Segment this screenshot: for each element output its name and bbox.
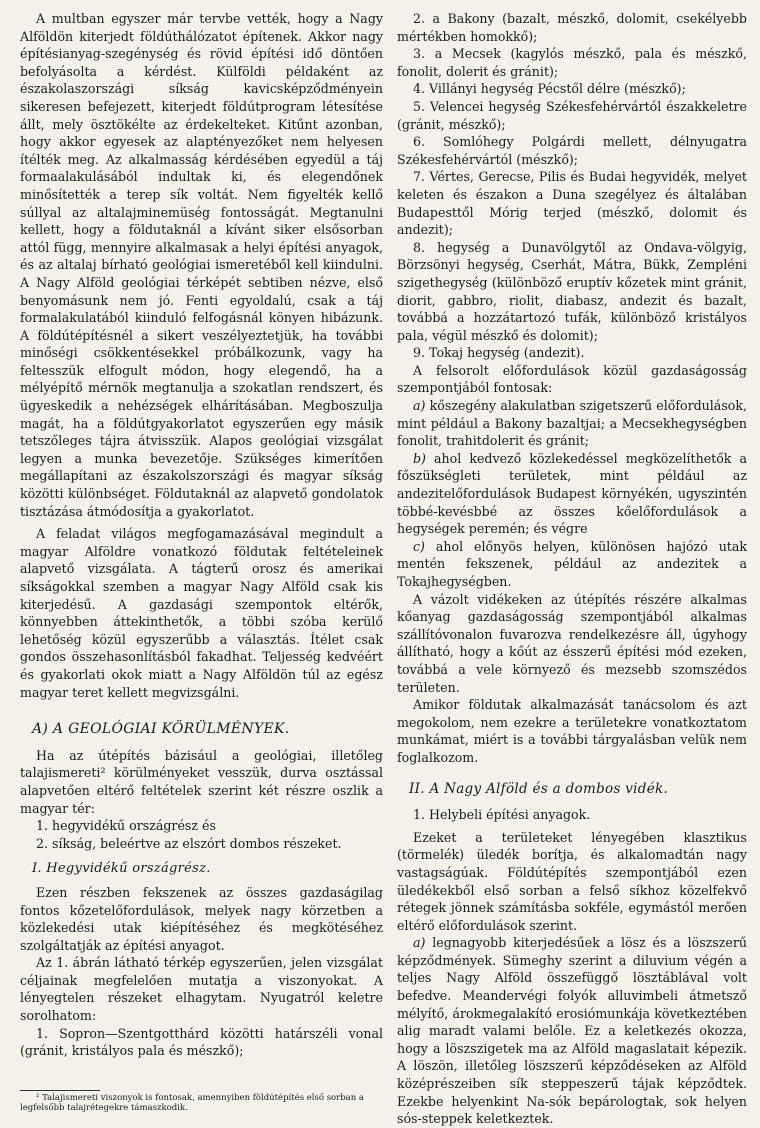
list-item-vertes: 7. Vértes, Gerecse, Pilis és Budai hegyvidék, melyet keleten és északon a Duna szegélyez és általában Budapesttől Mórig terjed (mészkő, dolomit és andezit); [397,169,747,238]
point-b [397,450,747,538]
paragraph-important: A felsorolt előfordulások közül gazdaságosság szempontjából fontosak: [397,362,747,396]
point-a-text: kőszegény alakulatban szigetszerű előfordulások, mint például a Bakony bazaltjai; a Mecsekhegységben fonolit, trahitdolerit és gránit; [397,398,747,449]
point-b-label: b) [413,450,426,466]
paragraph-map: Az 1. ábrán látható térkép egyszerűen, jelen vizsgálat céljainak megfelelően mutatja a viszonyokat. A lényegtelen részeket elhagytam. Nyugatról keletre sorolhatom: [20,955,383,1024]
paragraph-intro: A multban egyszer már tervbe vették, hogy a Nagy Alföldön kiterjedt földúthálózatot építenek. Akkor nagy építésianyag-szegénység és rövid építési idő döntően befolyásolta a kérdést. Külföldi példaként az északolaszországi síkság kavicsképződményein sikeresen befejezett, kiterjedt földútprogram létesítése állt, mely ösztökélte az érdekelteket. Kitűnt azonban, hogy akkor egyesek az alaptényezőket nem helyesen ítélték meg. Az alkalmasság kérdésében egyedül a táj formaalakulásából indultak ki, és elegendőnek minősítették a terep sík voltát. Nem figyelték kellő súllyal az altalajminemüség fontosságát. Megtanulni kellett, hogy a földutaknál a kívánt siker elsősorban attól függ, mennyire alkalmasak a helyi építési anyagok, és az altalaj bírható geológiai ismeretéből kell kiindulni. A Nagy Alföld geológiai térképét sebtiben nézve, első benyomásunk nem jó. Fenti egyoldalú, csak a táj formalakulatából kiinduló felfogásnál könyen hibázunk. A földútépítésnél a sikert veszélyeztetjük, ha további minőségi csökkentésekkel próbálkozunk, vagy ha feltesszük elfogult módon, hogy elegendő, ha a mélyépítő mérnök megtanulja a szokatlan rendszert, és ügyeskedik a nehézségek elhárításában. Megboszulja magát, ha a földútgyakorlatot egyszerűen egy másik tetszőleges tájra átvisszük. Alapos geológiai vizsgálat legyen a munka bevezetője. Szükséges kimerítően megállapítani az északolszországi és magyar síkság közötti különbséget. Földutaknál az alapvető gondolatok tisztázása átmódosítja a gyakorlatot. [20,11,383,519]
list-item-mountainous: 1. hegyvidékű országrész és [36,818,216,834]
list-item-velence: 5. Velencei hegység Székesfehérvártól északkeletre (gránit, mészkő); [397,98,747,132]
list-item-duna-ondava: 8. hegység a Dunavölgytől az Ondava-völgyig, Börzsönyi hegység, Cserhát, Mátra, Bükk, Zempléni szigethegység (különböző eruptív kőzetek mint gránit, diorit, gabbro, riolit, diabasz, andezit és bazalt, továbbá a hozzátartozó tufák, különböző kristályos pala, végül mészkő és dolomit); [397,239,747,343]
list-item-mecsek: 3. a Mecsek (kagylós mészkő, pala és mészkő, fonolit, dolerit és gránit); [397,46,747,79]
point-a [397,397,747,450]
paragraph-basis: Ha az útépítés bázisául a geológiai, illetőleg talajismereti² körülményeket vesszük, durva osztással alapvetően eltérő feltételek szerint két részre oszlik a magyar tér: [20,747,383,816]
paragraph-advice: Amikor földutak alkalmazását tanácsolom és azt megokolom, nem ezekre a területekre vonatkoztatom munkámat, miért is a további tárgyalásban velük nem foglalkozom. [397,697,747,765]
footnote-divider [20,1090,100,1091]
left-column [20,10,383,1060]
point-loess-text: legnagyobb kiterjedésűek a lösz és a löszszerű képződmények. Sümeghy szerint a diluvium végén a teljes Nagy Alföld összefüggő lösztáblával volt befedve. Meandervégi folyók alluvimbeli átmetsző mélyítő, árokmegalakító erosiómunkája következtében alig maradt valami belőle. Ez a keletkezés okozza, hogy a löszszigetek ma az Alföld magaslatait képezik. A löszön, illetőleg löszszerű képződéseken az Alföld középrészeiben sík steppeszerű tájak képződtek. Ezekbe helyenkint Na-sók bepárologtak, sok helyen sós-steppek keletkeztek. [397,935,747,1127]
point-a-label: a) [413,398,426,414]
list-item-somlo: 6. Somlóhegy Polgárdi mellett, délnyugatra Székesfehérvártól (mészkő); [397,134,747,167]
paragraph-regions: A vázolt vidékeken az útépítés részére alkalmas kőanyag gazdaságosság szempontjából alkalmas szállítóvonalon fuvarozva rendelkezésre áll, úgyhogy állítható, hogy a kőút az ésszerű építési mód ezeken, továbbá a vele környező és mezsebb szomszédos területen. [397,591,747,695]
point-c-label: c) [413,538,425,554]
paragraph-rocks: Ezen részben fekszenek az összes gazdaságilag fontos kőzetelőfordulások, melyek nagy körzetben a közlekedési utak kiépítéséhez és megkötéséhez szolgáltatják az építési anyagot. [20,884,383,953]
point-b-text: ahol kedvező közlekedéssel megközelíthetők a főszükségleti területek, mint például az andezitelőfordulások Budapest környékén, ugyszintén többé-kevésbbé az összes kőelőfordulások a hegységek peremén; és végre [397,450,747,537]
paragraph-task: A feladat világos megfogamazásával megindult a magyar Alföldre vonatkozó földutak feltételeinek alapvető vizsgálata. A tágterű orosz és amerikai síkságokkal szemben a magyar Nagy Alföld csak kis kiterjedésű. A gazdasági szempontok eltérők, könnyebben áttekinthetők, a többi szóba kerülő lehetőség közül egyszerűbb a választás. Ítélet csak gondos összehasonlításból fakadhat. Teljesség kedvéért és gyakorlati okok miatt a Nagy Alföldön túl az egész magyar teret kellett megvizsgálni. [20,526,383,700]
footnote: ² Talajismereti viszonyok is fontosak, amennyiben földútépítés első sorban a legfelsőbb talajrétegekre támaszkodik. [20,1093,364,1113]
section-heading-geological: A) A GEOLÓGIAI KÖRÜLMÉNYEK. [32,721,290,738]
point-loess-label: a) [413,935,426,951]
list-item-plain: 2. síkság, beleértve az elszórt dombos részeket. [36,835,342,851]
list-item-tokaj: 9. Tokaj hegység (andezit). [413,345,585,361]
subheading-mountainous: I. Hegyvidékű országrész. [32,861,211,877]
paragraph-sediment: Ezeket a területeket lényegében klasztikus (törmelék) üledék borítja, és alkalomadtán nagy vastagságúak. Földútépítés szempontjából ezen üledékekből első sorban a felső síkhoz közelfekvő rétegek jönnek számításba sokféle, egymástól merően eltérő előfordulások szerint. [397,829,747,933]
point-c-text: ahol előnyös helyen, különösen hajózó utak mentén fekszenek, például az andezitek a Tokajhegységben. [397,538,747,589]
list-item-sopron: 1. Sopron—Szentgotthárd közötti határszéli vonal (gránit, kristályos pala és mészkő); [20,1025,383,1059]
point-c [397,538,747,591]
list-item-bakony: 2. a Bakony (bazalt, mészkő, dolomit, csekélyebb mértékben homokkő); [397,11,747,44]
list-item-villany: 4. Villányi hegység Pécstől délre (mészkő); [413,81,686,97]
subheading-local-materials: 1. Helybeli építési anyagok. [413,807,591,823]
subheading-alfold: II. A Nagy Alföld és a dombos vidék. [409,780,669,797]
point-loess [397,934,747,1128]
right-column [397,10,747,1128]
